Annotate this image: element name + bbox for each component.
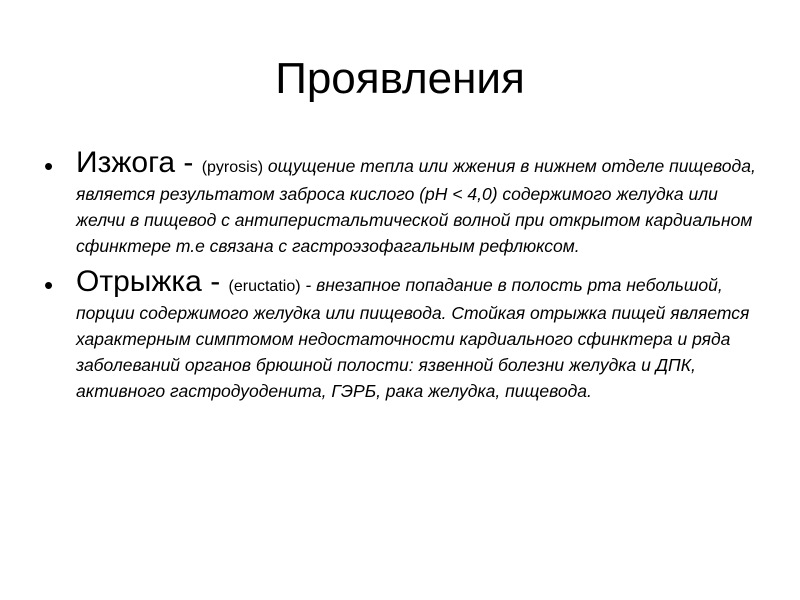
bullet-eructation: [44, 267, 764, 404]
slide-title: Проявления: [275, 54, 525, 103]
bullet-term: Изжога -: [76, 146, 202, 179]
bullet-dot-icon: •: [44, 151, 54, 181]
bullet-paragraph: [76, 148, 764, 259]
bullet-dot-icon: •: [44, 270, 54, 300]
bullet-latin-term: (eructatio): [228, 278, 301, 295]
bullet-description: ощущение тепла или жжения в нижнем отделе пищевода, является результатом заброса кислого (pH < 4,0) содержимого желудка или желчи в пищевод с антиперистальтической волной при открытом кардиальном сфинктере т.е связана с гастроэзофагальным рефлюксом.: [76, 156, 756, 256]
bullet-paragraph: [76, 267, 764, 404]
bullet-heartburn: [44, 148, 764, 259]
bullet-description: - внезапное попадание в полость рта небольшой, порции содержимого желудка или пищевода. Стойкая отрыжка пищей является характерным симптомом недостаточности кардиального сфинктера и ряда заболеваний органов брюшной полости: язвенной болезни желудка и ДПК, активного гастродуоденита, ГЭРБ, рака желудка, пищевода.: [76, 275, 750, 401]
bullet-term: Отрыжка -: [76, 265, 229, 298]
bullet-latin-term: (pyrosis): [201, 159, 264, 176]
bullet-list: [44, 148, 764, 412]
